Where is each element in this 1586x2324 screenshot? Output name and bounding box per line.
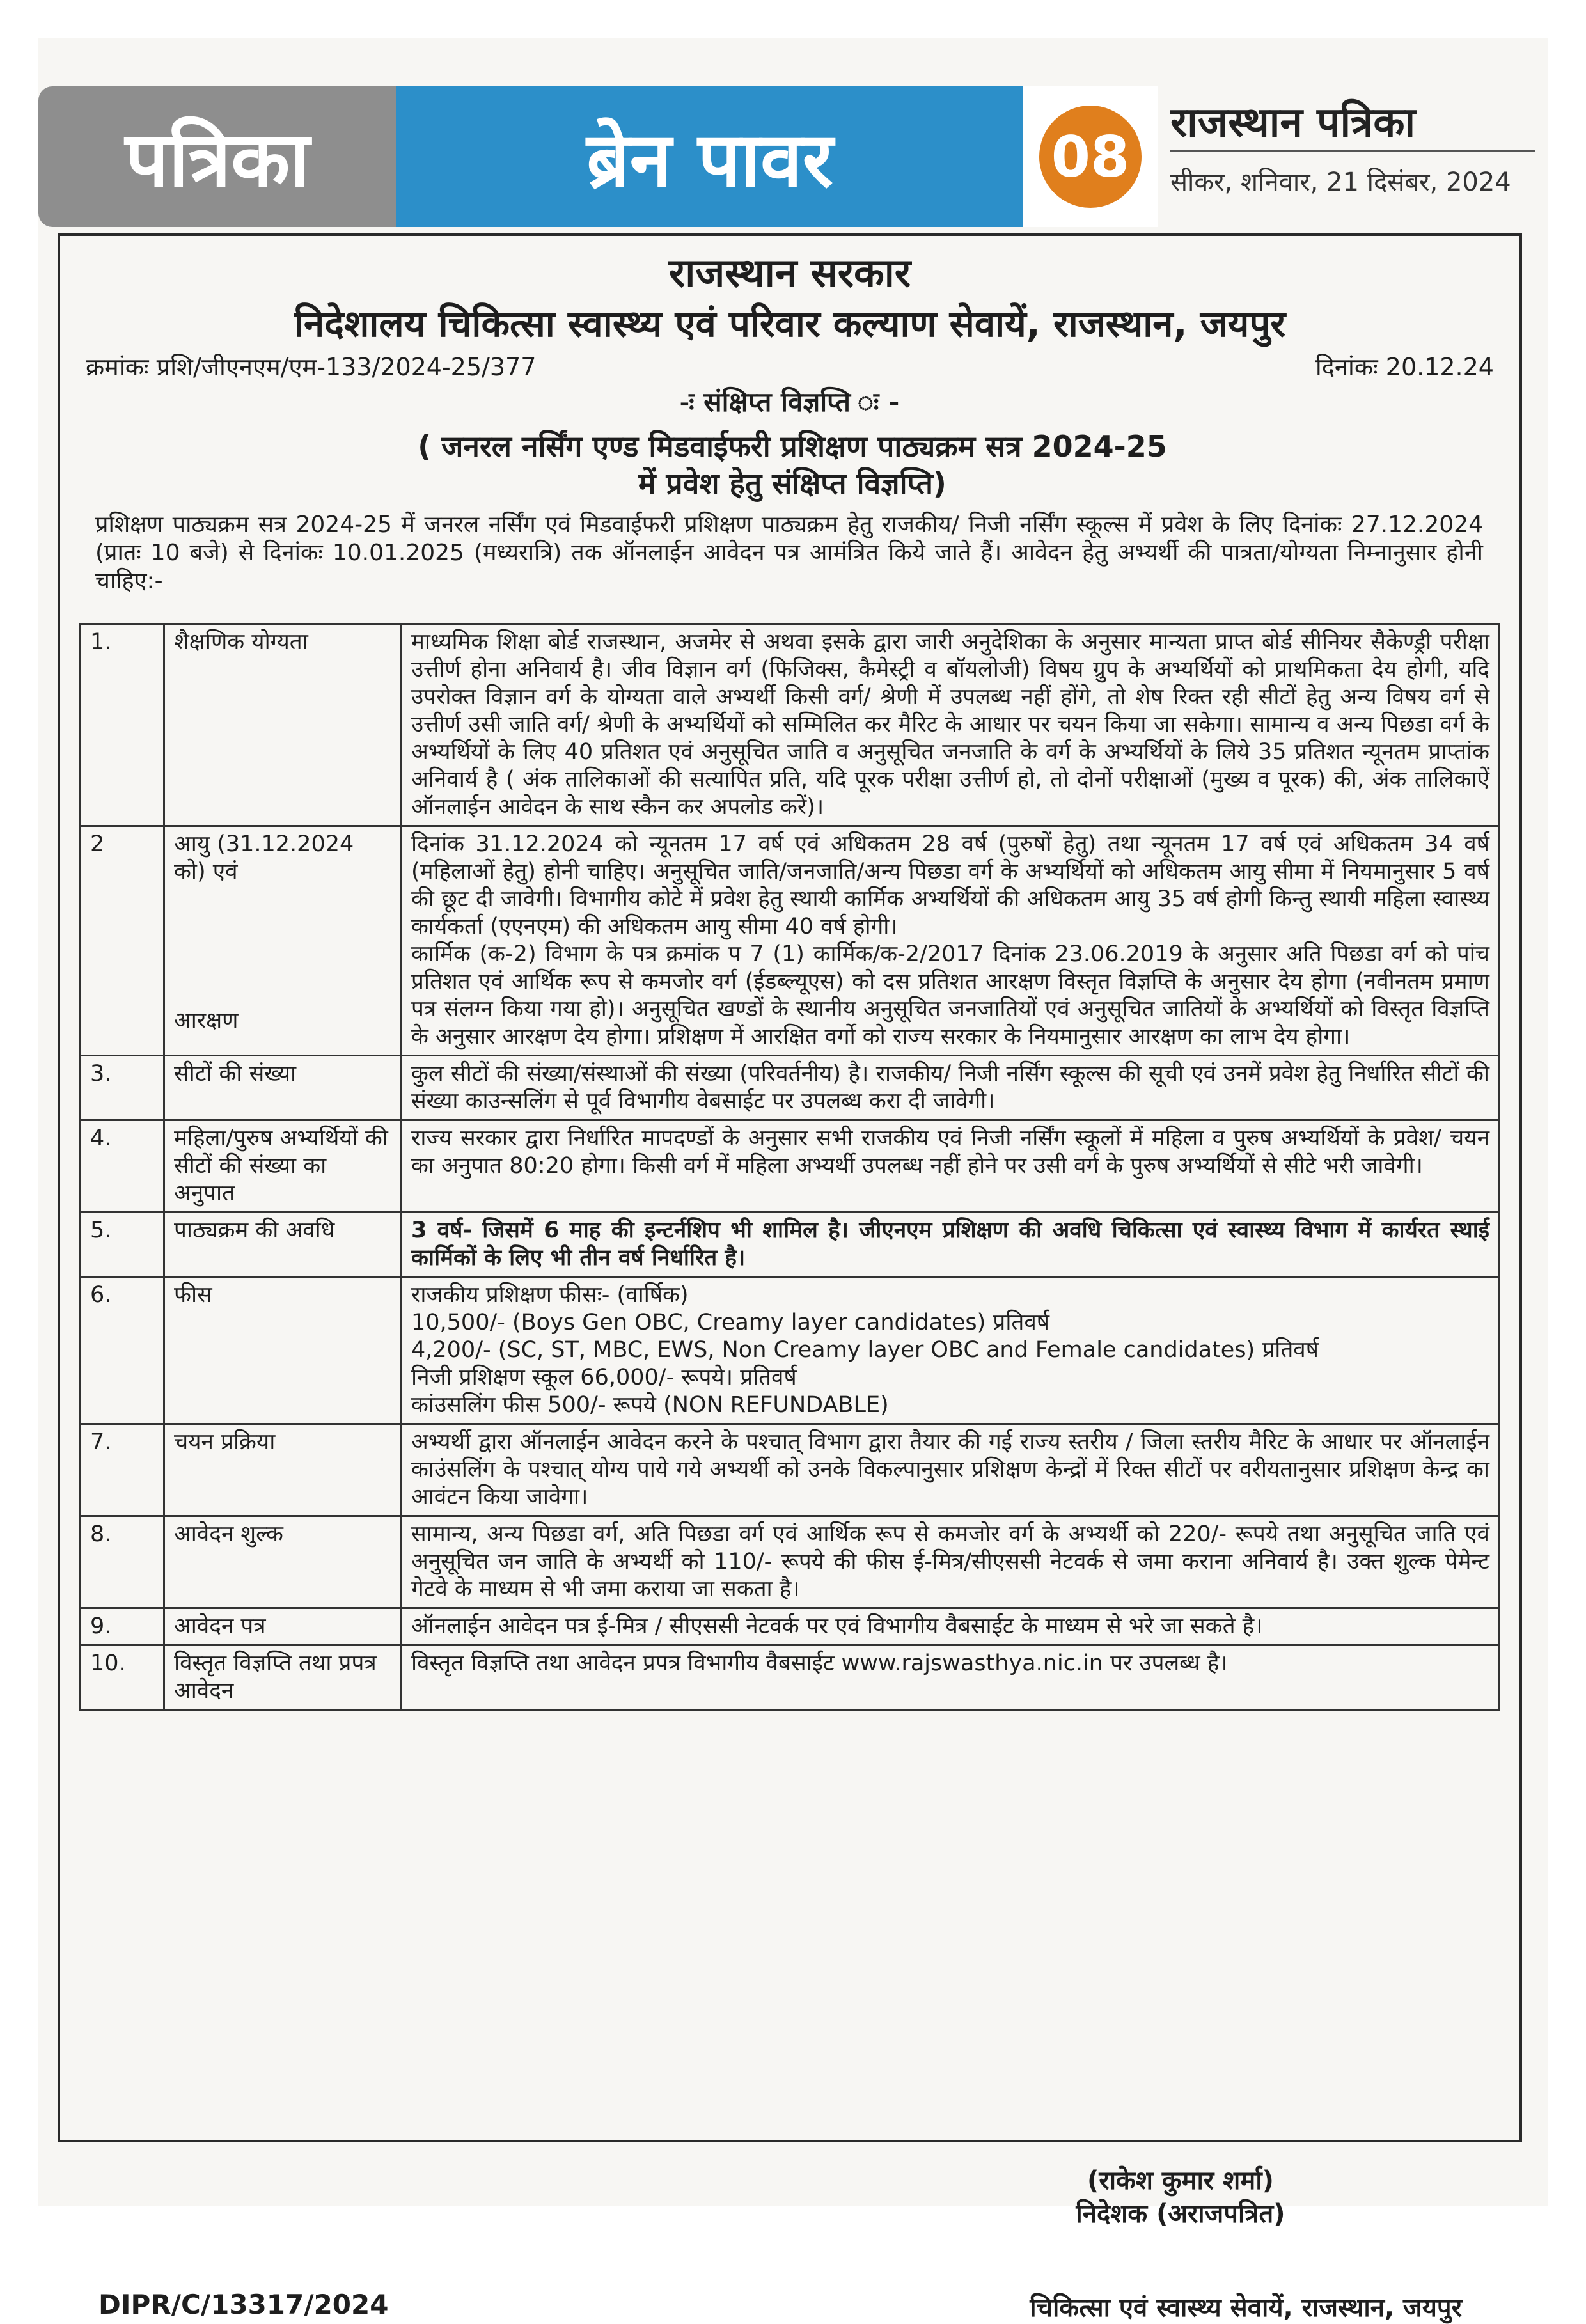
age-text: दिनांक 31.12.2024 को न्यूनतम 17 वर्ष एवं अधिकतम 28 वर्ष (पुरुषों हेतु) तथा न्यूनतम 17 वर्ष एवं अधिकतम 34 वर्ष (महिलाओं हेतु) होनी चाहिए। अनुसूचित जाति/जनजाति/अन्य पिछडा वर्ग के अभ्यर्थियों को अधिकतम आयु सीमा में नियमानुसार 5 वर्ष की छूट दी जावेगी। विभागीय कोटे में प्रवेश हेतु स्थायी कार्मिक अभ्यर्थियों की अधिकतम आयु 35 वर्ष होगी किन्तु स्थायी महिला स्वास्थ्य कार्यकर्ता (एएनएम) की अधिकतम आयु सीमा 40 वर्ष होगी। [411,831,1489,939]
government-title: राजस्थान सरकार [668,249,911,296]
table-row [81,1213,1500,1277]
row-label: पाठ्यक्रम की अवधि [164,1213,402,1277]
table-row [81,826,1500,1056]
subject-line-1: ( जनरल नर्सिंग एण्ड मिडवाईफरी प्रशिक्षण पाठ्यक्रम सत्र 2024-25 [418,429,1167,464]
table-row [81,1056,1500,1120]
table-row [81,1608,1500,1645]
signature-block [918,2164,1443,2231]
row-label: फीस [164,1277,402,1424]
row-text: विस्तृत विज्ञप्ति तथा आवेदन प्रपत्र विभागीय वैबसाईट www.rajswasthya.nic.in पर उपलब्ध है। [402,1645,1500,1710]
page-number: 08 [1039,106,1142,208]
fee-line: 10,500/- (Boys Gen OBC, Creamy layer candidates) प्रतिवर्ष [411,1310,1050,1335]
signatory-department: चिकित्सा एवं स्वास्थ्य सेवायें, राजस्थान, जयपुर [1030,2293,1462,2323]
row-number: 2 [81,826,164,1056]
reservation-label: आरक्षण [174,1008,239,1033]
reservation-text: कार्मिक (क-2) विभाग के पत्र क्रमांक प 7 (1) कार्मिक/क-2/2017 दिनांक 23.06.2019 के अनुसार अति पिछडा वर्ग को पांच प्रतिशत एवं आर्थिक रूप से कमजोर वर्ग (ईडब्ल्यूएस) को दस प्रतिशत आरक्षण विस्तृत विज्ञप्ति के अनुसार देय होगा (नवीनतम प्रमाण पत्र संलग्न किया गया हो)। अनुसूचित खण्डों के स्थानीय अनुसूचित जनजातियों एवं अनुसूचित जातियों के अभ्यर्थियों को विस्तृत विज्ञप्ति के अनुसार आरक्षण देय होगा। प्रशिक्षण में आरक्षित वर्गो को राज्य सरकार के नियमानुसार आरक्षण का लाभ देय होगा। [411,941,1489,1049]
row-number: 9. [81,1608,164,1645]
edition-date: सीकर, शनिवार, 21 दिसंबर, 2024 [1170,168,1511,197]
row-label: सीटों की संख्या [164,1056,402,1120]
row-label: चयन प्रक्रिया [164,1424,402,1516]
row-number: 3. [81,1056,164,1120]
page-banner [38,86,1548,227]
row-text: कुल सीटों की संख्या/संस्थाओं की संख्या (परिवर्तनीय) है। राजकीय/ निजी नर्सिंग स्कूल्स की सूची एवं उनमें प्रवेश हेतु निर्धारित सीटों की संख्या काउन्सलिंग से पूर्व विभागीय वेबसाईट पर उपलब्ध करा दी जावेगी। [402,1056,1500,1120]
row-text [402,1277,1500,1424]
row-number: 4. [81,1120,164,1213]
row-number: 7. [81,1424,164,1516]
row-label: महिला/पुरुष अभ्यर्थियों की सीटों की संख्या का अनुपात [164,1120,402,1213]
row-text [402,826,1500,1056]
department-title: निदेशालय चिकित्सा स्वास्थ्य एवं परिवार कल्याण सेवायें, राजस्थान, जयपुर [294,302,1286,345]
fee-line: कांउसलिंग फीस 500/- रूपये (NON REFUNDABLE) [411,1392,889,1418]
age-label: आयु (31.12.2024 को) एवं [174,831,354,884]
row-label: शैक्षणिक योग्यता [164,624,402,826]
notice-heading: -ः संक्षिप्त विज्ञप्ति ः - [680,386,900,418]
label-spacer [174,886,391,1007]
row-text: सामान्य, अन्य पिछडा वर्ग, अति पिछडा वर्ग एवं आर्थिक रूप से कमजोर वर्ग के अभ्यर्थी को 220/- रूपये तथा अनुसूचित जाति एवं अनुसूचित जन जाति के अभ्यर्थी को 110/- रूपये की फीस ई-मित्र/सीएससी नेटवर्क से जमा कराना अनिवार्य है। उक्त शुल्क पेमेन्ट गेटवे के माध्यम से भी जमा कराया जा सकता है। [402,1516,1500,1608]
paper-name: राजस्थान पत्रिका [1170,98,1416,146]
masthead-rule [1170,150,1535,152]
row-text: माध्यमिक शिक्षा बोर्ड राजस्थान, अजमेर से अथवा इसके द्वारा जारी अनुदेशिका के अनुसार मान्यता प्राप्त बोर्ड सीनियर सैकेण्ड्री परीक्षा उत्तीर्ण होना अनिवार्य है। जीव विज्ञान वर्ग (फिजिक्स, कैमेस्ट्री व बॉयलोजी) विषय ग्रुप के अभ्यर्थियों को प्राथमिकता देय होगी, यदि उपरोक्त विज्ञान वर्ग के योग्यता वाले अभ्यर्थी किसी वर्ग/ श्रेणी में उपलब्ध नहीं होंगे, तो शेष रिक्त रही सीटों हेतु अन्य विषय वर्ग से उत्तीर्ण उसी जाति वर्ग/ श्रेणी के अभ्यर्थियों को सम्मिलित कर मैरिट के आधार पर चयन किया जा सकेगा। सामान्य व अन्य पिछडा वर्ग के अभ्यर्थियों के लिए 40 प्रतिशत एवं अनुसूचित जाति व अनुसूचित जनजाति के वर्ग के अभ्यर्थियों के लिये 35 प्रतिशत न्यूनतम प्राप्तांक अनिवार्य है ( अंक तालिकाओं की सत्यापित प्रति, यदि पूरक परीक्षा उत्तीर्ण हो, तो दोनों परीक्षाओं (मुख्य व पूरक) की, अंक तालिकाऐं ऑनलाईन आवेदन के साथ स्कैन कर अपलोड करें)। [402,624,1500,826]
row-number: 1. [81,624,164,826]
table-row [81,1516,1500,1608]
row-label: आवेदन शुल्क [164,1516,402,1608]
signatory-name: (राकेश कुमार शर्मा) [1087,2166,1274,2195]
row-number: 6. [81,1277,164,1424]
notice-subject [124,428,1461,502]
table-row [81,1424,1500,1516]
row-text: राज्य सरकार द्वारा निर्धारित मापदण्डों के अनुसार सभी राजकीय एवं निजी नर्सिंग स्कूलों में महिला व पुरुष अभ्यर्थियों के प्रवेश/ चयन का अनुपात 80:20 होगा। किसी वर्ग में महिला अभ्यर्थी उपलब्ध नहीं होने पर उसी वर्ग के पुरुष अभ्यर्थियों से सीटे भरी जावेगी। [402,1120,1500,1213]
row-text: अभ्यर्थी द्वारा ऑनलाईन आवेदन करने के पश्चात् विभाग द्वारा तैयार की गई राज्य स्तरीय / जिला स्तरीय मैरिट के आधार पर ऑनलाईन काउंसलिंग के पश्चात् योग्य पाये गये अभ्यर्थी को उनके विकल्पानुसार प्रशिक्षण केन्द्रों में रिक्त सीटों पर वरीयतानुसार प्रशिक्षण केन्द्र का आवंटन किया जावेगा। [402,1424,1500,1516]
table-row [81,1277,1500,1424]
row-label [164,826,402,1056]
reference-number: क्रमांकः प्रशि/जीएनएम/एम-133/2024-25/377 [86,353,537,381]
fee-line: निजी प्रशिक्षण स्कूल 66,000/- रूपये। प्रतिवर्ष [411,1365,797,1390]
row-label: विस्तृत विज्ञप्ति तथा प्रपत्र आवेदन [164,1645,402,1710]
notice-date: दिनांकः 20.12.24 [1315,353,1494,381]
subject-line-2: में प्रवेश हेतु संक्षिप्त विज्ञप्ति) [638,466,946,501]
newspaper-page [38,38,1548,2323]
eligibility-table [79,623,1500,1711]
table-row [81,1120,1500,1213]
table-row [81,624,1500,826]
row-number: 10. [81,1645,164,1710]
brand-logo: पत्रिका [38,86,396,227]
page-number-badge [1023,86,1158,227]
row-text: ऑनलाईन आवेदन पत्र ई-मित्र / सीएससी नेटवर्क पर एवं विभागीय वैबसाईट के माध्यम से भरे जा सकते है। [402,1608,1500,1645]
section-title: ब्रेन पावर [396,86,1023,227]
dipr-code: DIPR/C/13317/2024 [98,2289,389,2320]
row-number: 8. [81,1516,164,1608]
row-text: 3 वर्ष- जिसमें 6 माह की इन्टर्नशिप भी शामिल है। जीएनएम प्रशिक्षण की अवधि चिकित्सा एवं स्वास्थ्य विभाग में कार्यरत स्थाई कार्मिकों के लिए भी तीन वर्ष निर्धारित है। [402,1213,1500,1277]
notice-box [58,233,1522,2323]
fee-line: राजकीय प्रशिक्षण फीसः- (वार्षिक) [411,1282,689,1308]
table-row [81,1645,1500,1710]
signatory-title: निदेशक (अराजपत्रित) [1076,2199,1285,2229]
masthead [1158,86,1548,227]
row-label: आवेदन पत्र [164,1608,402,1645]
intro-paragraph: प्रशिक्षण पाठ्यक्रम सत्र 2024-25 में जनरल नर्सिंग एवं मिडवाईफरी प्रशिक्षण पाठ्यक्रम हेतु राजकीय/ निजी नर्सिंग स्कूल्स में प्रवेश के लिए दिनांकः 27.12.2024 (प्रातः 10 बजे) से दिनांकः 10.01.2025 (मध्यरात्रि) तक ऑनलाईन आवेदन पत्र आमंत्रित किये जाते हैं। आवेदन हेतु अभ्यर्थी की पात्रता/योग्यता निम्नानुसार होनी चाहिए:- [95,512,1483,594]
fee-line: 4,200/- (SC, ST, MBC, EWS, Non Creamy layer OBC and Female candidates) प्रतिवर्ष [411,1337,1319,1363]
row-number: 5. [81,1213,164,1277]
